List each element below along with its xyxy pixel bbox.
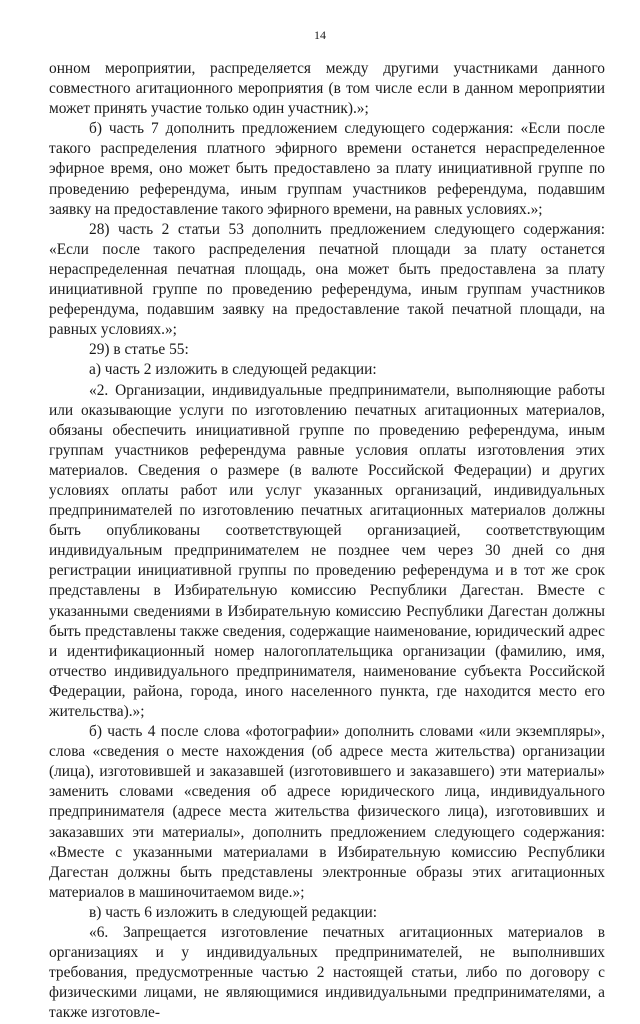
paragraph: 28) часть 2 статьи 53 дополнить предложением следующего содержания: «Если после такого распределения печатной площади за плату останется нераспределенная печатная площадь, она может быть предоставлена за плату инициативной группе по проведению референдума, иным группам участников референдума, подавшим заявку на предоставление такой печатной площади, на равных условиях.»; <box>49 220 605 339</box>
paragraph: «6. Запрещается изготовление печатных агитационных материалов в организациях и у индивидуальных предпринимателей, не выполнивших требования, предусмотренные частью 2 настоящей статьи, либо по договору с физическими лицами, не являющимися индивидуальными предпринимателями, а также изготовле- <box>49 924 605 1022</box>
paragraph: в) часть 6 изложить в следующей редакции: <box>89 903 378 921</box>
page-number: 14 <box>314 28 326 42</box>
document-body <box>49 59 605 1024</box>
paragraph: б) часть 7 дополнить предложением следующего содержания: «Если после такого распределения платного эфирного времени останется нераспределенное эфирное время, оно может быть предоставлено за плату инициативной группе по проведению референдума, иным группам участников референдума, подавшим заявку на предоставление такого эфирного времени, на равных условиях.»; <box>49 120 605 218</box>
paragraph: онном мероприятии, распределяется между другими участниками данного совместного агитационного мероприятия (в том числе если в данном мероприятии может принять участие только один участник).»; <box>49 60 605 118</box>
paragraph: «2. Организации, индивидуальные предприниматели, выполняющие работы или оказывающие услуги по изготовлению печатных агитационных материалов, обязаны обеспечить инициативной группе по проведению референдума, иным группам участников референдума равные условия оплаты изготовления этих материалов. Сведения о размере (в валюте Российской Федерации) и других условиях оплаты работ или услуг указанных организаций, индивидуальных предпринимателей по изготовлению печатных агитационных материалов должны быть опубликованы соответствующей организацией, соответствующим индивидуальным предпринимателем не позднее чем через 30 дней со дня регистрации инициативной группы по проведению референдума и в тот же срок представлены в Избирательную комиссию Республики Дагестан. Вместе с указанными сведениями в Избирательную комиссию Республики Дагестан должны быть представлены также сведения, содержащие наименование, юридический адрес и идентификационный номер налогоплательщика организации (фамилию, имя, отчество индивидуального предпринимателя, наименование субъекта Российской Федерации, района, города, иного населенного пункта, где находится место его жительства).»; <box>49 381 605 720</box>
paragraph: б) часть 4 после слова «фотографии» дополнить словами «или экземпляры», слова «сведения о месте нахождения (об адресе места жительства) организации (лица), изготовившей и заказавшей (изготовившего и заказавшего) эти материалы» заменить словами «сведения об адресе юридического лица, индивидуального предпринимателя (адресе места жительства физического лица), изготовивших и заказавших эти материалы», дополнить предложением следующего содержания: «Вместе с указанными материалами в Избирательную комиссию Республики Дагестан должны быть представлены электронные образы этих агитационных материалов в машиночитаемом виде.»; <box>49 723 605 901</box>
paragraph: 29) в статье 55: <box>89 341 189 359</box>
paragraph: а) часть 2 изложить в следующей редакции: <box>89 361 377 379</box>
